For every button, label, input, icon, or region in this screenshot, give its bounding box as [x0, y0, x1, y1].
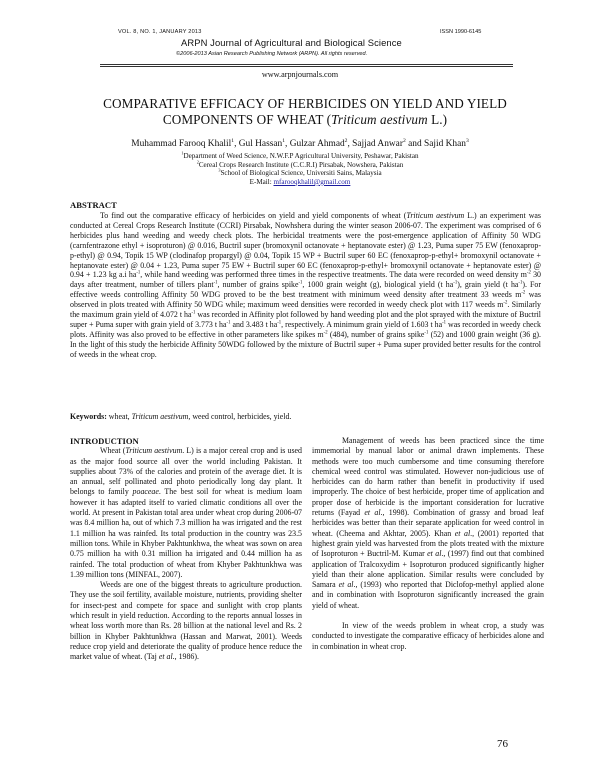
affiliation-text: Cereal Crops Research Institute (C.C.R.I) Pirsabak, Nowshera, Pakistan — [198, 160, 404, 169]
email-line — [0, 178, 600, 187]
intro-paragraph-1: Wheat (Triticum aestivum. L) is a major cereal crop and is used as the major food source all over the world including Pakistan. It supplies about 73% of the calories and protein of the average diet. It is an annual, self pollinated and photo periodically long day plant. It belongs to family poaceae. The best soil for wheat is medium loam however it has adapted itself to varied climatic conditions all over the world. At present in Pakistan total area under wheat crop during 2006-07 was 8.4 million ha, out of which 7.3 million ha was irrigated and the rest 1.1 million ha was rainfed. Its total production in the country was 23.5 million tons. While in Khyber Pakhtunkhwa, the wheat was sown on area 0.75 million ha with 0.31 million ha irrigated and 0.44 million ha as rainfed. The total production of wheat from Khyber Pakhtunkhwa was 1.39 million tons (MINFAL, 2007). — [70, 446, 303, 579]
right-column — [312, 436, 544, 652]
paper-title — [80, 96, 530, 128]
abstract-body — [70, 211, 541, 360]
intro-paragraph-3: Management of weeds has been practiced since the time immemorial by manual labor or animal drawn implements. These methods were too much cumbersome and time consuming therefore chemical weed control was stimulated. However non-judicious use of herbicides can do harm rather than benefit in productivity if used improperly. The choice of best herbicide, proper time of application and proper dose of herbicide is the important consideration for lucrative returns (Fayad et al., 1998). Combination of grassy and broad leaf herbicides was better than their separate application for weed control in wheat. (Cheema and Akhtar, 2005). Khan et al., (2001) reported that highest grain yield was harvested from the plots treated with the mixture of Isoproturon + Buctril-M. Kumar et al., (1997) find out that combined application of Tralcoxydim + Isoproturon produced significantly higher yield than their alone application. Similar results were concluded by Samara et al., (1993) who reported that Diclofop-methyl applied alone and in combination with Isoproturon significantly increased the grain yield of wheat. — [312, 436, 544, 610]
header-rule-bottom — [100, 66, 513, 67]
email-label: E-Mail: — [249, 177, 274, 186]
keywords-post: , weed control, herbicides, yield. — [188, 412, 292, 421]
copyright-line: ©2006-2013 Asian Research Publishing Network (ARPN). All rights reserved. — [176, 51, 368, 57]
keywords-line — [70, 412, 541, 421]
header-rule-top — [100, 64, 513, 65]
title-line-2 — [80, 112, 530, 128]
author-sup: 2 — [402, 137, 406, 144]
affiliation-sup: 2 — [196, 159, 199, 165]
author-sup: 1 — [231, 137, 235, 144]
author-sup: 3 — [465, 137, 469, 144]
keywords-species: Triticum aestivum — [131, 412, 189, 421]
intro-paragraph-2: Weeds are one of the biggest threats to agriculture production. They use the soil fertility, available moisture, nutrients, providing shelter for insect-pest and compete for space and sunlight with crop plants which result in yield reduction. According to the reports annual losses in wheat loss worth more than Rs. 28 billion at the national level and Rs. 2 billion in Khyber Pakhtunkhwa (Hassan and Marwat, 2001). Weeds reduce crop yield and deteriorate the quality of produce hence reduce the market value of wheat. (Taj et al., 1986). — [70, 580, 302, 662]
journal-name: ARPN Journal of Agricultural and Biological Science — [181, 37, 402, 48]
journal-website[interactable]: www.arpnjournals.com — [261, 70, 339, 79]
author-list: Muhammad Farooq Khalil$^1$, Gul Hassan$^1$, Gulzar Ahmad$^2$, Sajjad Anwar$^2$ and Sajid Khan$^3$ — [131, 137, 469, 149]
affiliation-text: School of Biological Science, Universiti Sains, Malaysia — [220, 169, 382, 178]
title-line-1: COMPARATIVE EFFICACY OF HERBICIDES ON YIELD AND YIELD — [103, 96, 507, 111]
affiliation-sup: 3 — [218, 167, 221, 173]
paragraph-gap — [312, 611, 544, 621]
author-name: Sajjad Anwar — [352, 139, 403, 149]
author-name: Gulzar Ahmad — [289, 139, 345, 149]
affiliations — [0, 152, 600, 186]
keywords-pre: wheat, — [106, 412, 132, 421]
email-link[interactable]: mfarooqkhalil@gmail.com — [273, 177, 351, 186]
author-sup: 2 — [344, 137, 348, 144]
title-species: Triticum aestivum — [331, 112, 428, 127]
affiliation-line — [0, 152, 600, 161]
keywords-label: Keywords: — [70, 412, 107, 421]
abstract-paragraph: To find out the comparative efficacy of herbicides on yield and yield components of wheat (Triticum aestivum L.) an experiment was conducted at Cereal Crops Research Institute (CCRI) Pirsabak, Nowhshera during the winter season 2006-07. The experiment was comprised of 6 herbicides plus hand weeding and weedy check plots. The herbicidal treatments were the post-emergence application of Affinity 50 WDG (carnfentrazone ethyl + isoproturon) @ 0.016, Buctril super (bromoxynil octanovate + heptanovate ester) @ 1.23, Puma super 75 EW (fenoxaprop-p-ethyl) @ 0.94, Topik 15 WP (clodinafop propargyl) @ 0.04, Topik 15 WP + Buctril super 60 EC (fenoxaprop-p-ethyl+ bromoxynil octanovate + heptanovate ester) @ 0.04 + 1.23, Puma super 75 EW + Buctril super 60 EC (fenoxaprop-p-ethyl+ bromoxynil octanovate + heptanovate ester) @ 0.94 + 1.23 kg a.i $ha^{-1}$, while hand weeding was performed three times in the respective treatments. The data were recorded on weed density $m^{-2}$ 30 days after treatment, number of tillers plant$^{-1}$, number of grains spike$^{-1}$, 1000 grain weight (g), biological yield (t $ha^{-1}$), grain yield (t $ha^{-1}$). For effective weeds controlling Affinity 50 WDG proved to be the best treatment with minimum weed density after treatment 33 weeds $m^{-2}$ was observed in plots treated with Affinity 50 WDG while; maximum weed densities were recorded in weedy check plot with 117 weeds $m^{-2}$. Similarly the maximum grain yield of 4.072 t $ha^{-1}$ was recorded in Affinity plot followed by hand weeding plot and the plot sprayed with the mixture of Buctril super + Puma super with grain yield of 3.773 t $ha^{-1}$ and 3.483 t $ha^{-1}$, respectively. A minimum grain yield of 1.603 t $ha^{-1}$ was recorded in weedy check plots. Affinity was also proved to be effective in other parameters like spikes $m^{-2}$ (484), number of grains spike$^{-1}$ (52) and 1000 grain weight (36 g). In the light of this study the herbicide Affinity 50WDG followed by the mixture of Buctril super + Puma super provided better results for the control of weeds in the wheat crop. — [70, 211, 542, 359]
affiliation-sup: 1 — [181, 150, 184, 156]
abstract-heading: ABSTRACT — [70, 200, 117, 210]
left-column — [70, 436, 302, 663]
affiliation-text: Department of Weed Science, N.W.F.P Agricultural University, Peshawar, Pakistan — [183, 152, 419, 160]
title-line-2-pre: COMPONENTS OF WHEAT ( — [162, 112, 332, 127]
issn-line: ISSN 1990-6145 — [440, 29, 482, 35]
author-name: Gul Hassan — [238, 139, 283, 149]
author-name: Muhammad Farooq Khalil — [131, 139, 232, 149]
volume-line: VOL. 8, NO. 1, JANUARY 2013 — [118, 29, 202, 35]
introduction-heading: INTRODUCTION — [70, 436, 139, 446]
page-number: 76 — [497, 738, 508, 750]
author-name: Sajid Khan — [424, 139, 466, 149]
affiliation-line — [0, 161, 600, 170]
affiliation-line — [0, 169, 600, 178]
author-sup: 1 — [282, 137, 286, 144]
title-line-2-post: L.) — [427, 112, 448, 127]
intro-paragraph-4: In view of the weeds problem in wheat crop, a study was conducted to investigate the comparative efficacy of herbicides alone and in combination in wheat crop. — [312, 621, 544, 651]
